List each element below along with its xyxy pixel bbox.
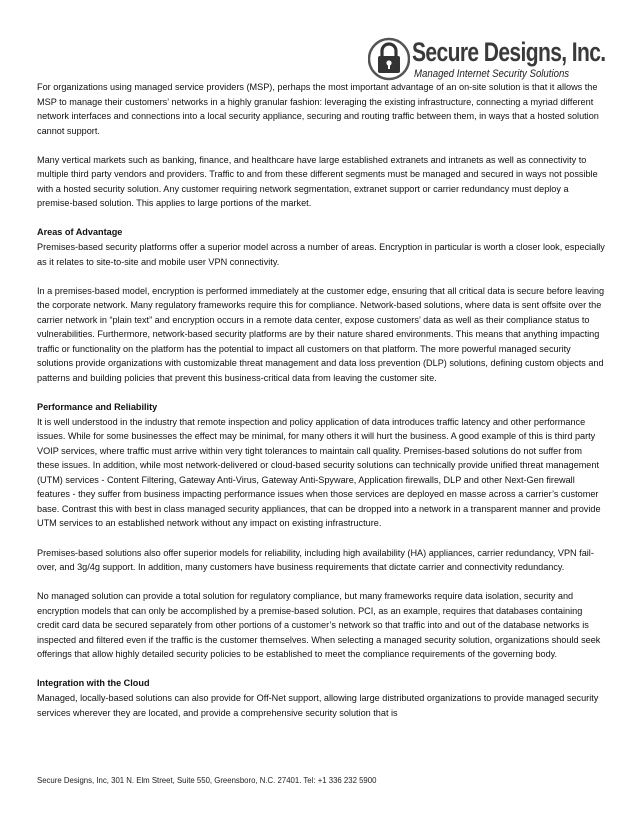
paragraph-performance: It is well understood in the industry that remote inspection and policy application of data introduces traffic latency and other performance issues. While for some businesses the effect may be minimal, for many others it will hurt the business. A good example of this is third party VOIP services, where traffic must arrive within very tight tolerances to maintain call quality. Premises-based solutions do not suffer from these issues. In addition, while most network-delivered or cloud-based security solutions can technically provide unified threat management (UTM) services - Content Filtering, Gateway Anti-Virus, Gateway Anti-Spyware, Application firewalls, DLP and other Next-Gen firewall features - they suffer from business impacting performance issues when those services are deployed en masse across a carrier’s customer base. Contrast this with best in class managed security appliances, that can be dropped into a network in a transparent manner and provide UTM services to an established network without any impact on existing infrastructure. bbox=[37, 416, 601, 529]
paragraph-compliance: No managed solution can provide a total solution for regulatory compliance, but many frameworks require data isolation, security and encryption models that can only be accomplished by a premise-based solution. PCI, as an example, requires that databases containing credit card data be secured separately from other portions of a customer’s network so that traffic into and out of the database networks is inspected and filtered even if the traffic is the customer themselves. When selecting a managed security solution, organizations should seek offerings that allow highly detailed security policies to be established to meet the compliance requirements of the governing body. bbox=[37, 591, 601, 660]
company-logo bbox=[368, 36, 606, 84]
paragraph-reliability: Premises-based solutions also offer superior models for reliability, including high availability (HA) appliances, carrier redundancy, VPN fail-over, and 3g/4g support. In addition, many customers have business requirements that dictate carrier and connectivity redundancy. bbox=[37, 547, 594, 573]
document-body bbox=[37, 80, 605, 720]
paragraph-vertical-markets: Many vertical markets such as banking, finance, and healthcare have large established extranets and intranets as well as connectivity to multiple third party vendors and providers. Traffic to and from these different segments must be managed and secured in ways not possible with a hosted security solution. Any customer requiring network segmentation, extranet support or carrier redundancy must deploy a premise-based solution. This applies to large portions of the market. bbox=[37, 154, 598, 209]
paragraph-off-net-support: Managed, locally-based solutions can also provide for Off-Net support, allowing large distributed organizations to provide managed security services wherever they are located, and provide a comprehensive security solution that is bbox=[37, 692, 599, 718]
paragraph-encryption-intro: Premises-based security platforms offer a superior model across a number of areas. Encryption in particular is worth a closer look, especially as it relates to site-to-site and mobile user VPN connectivity. bbox=[37, 242, 605, 267]
page-footer: Secure Designs, Inc, 301 N. Elm Street, Suite 550, Greensboro, N.C. 27401. Tel: +1 336 232 5900 bbox=[37, 776, 377, 785]
heading-cloud-integration: Integration with the Cloud bbox=[37, 678, 150, 689]
logo-tagline: Managed Internet Security Solutions bbox=[414, 68, 570, 80]
padlock-icon bbox=[368, 36, 410, 82]
paragraph-msp-advantage: For organizations using managed service providers (MSP), perhaps the most important advantage of an on-site solution is that it allows the MSP to manage their customers’ networks in a highly granular fashion: leveraging the existing infrastructure, connecting a myriad different network interfaces and connections into a local security appliance, securing and routing traffic between them, in ways that a hosted solution cannot support. bbox=[37, 82, 599, 136]
heading-performance-reliability: Performance and Reliability bbox=[37, 402, 158, 413]
paragraph-premises-encryption: In a premises-based model, encryption is performed immediately at the customer edge, ensuring that all critical data is secure before leaving the corporate network. Many regulatory frameworks require this for compliance. Network-based solutions, where data is sent offsite over the carrier network in “plain text” and encryption occurs in a remote data center, expose customers’ data as well as their compliance status to vulnerabilities. Furthermore, network-based security platforms are by their nature shared environments. This means that anything impacting traffic or functionality on the platform has the potential to impact all customers on that platform. The more powerful managed security solutions provide organizations with customizable threat management and data loss prevention (DLP) solutions, defining custom objects and patterns and building policies that prevent this business-critical data from leaving the customer site. bbox=[37, 285, 605, 383]
logo-company-name: Secure Designs, Inc. bbox=[412, 37, 606, 67]
heading-areas-of-advantage: Areas of Advantage bbox=[37, 227, 123, 238]
